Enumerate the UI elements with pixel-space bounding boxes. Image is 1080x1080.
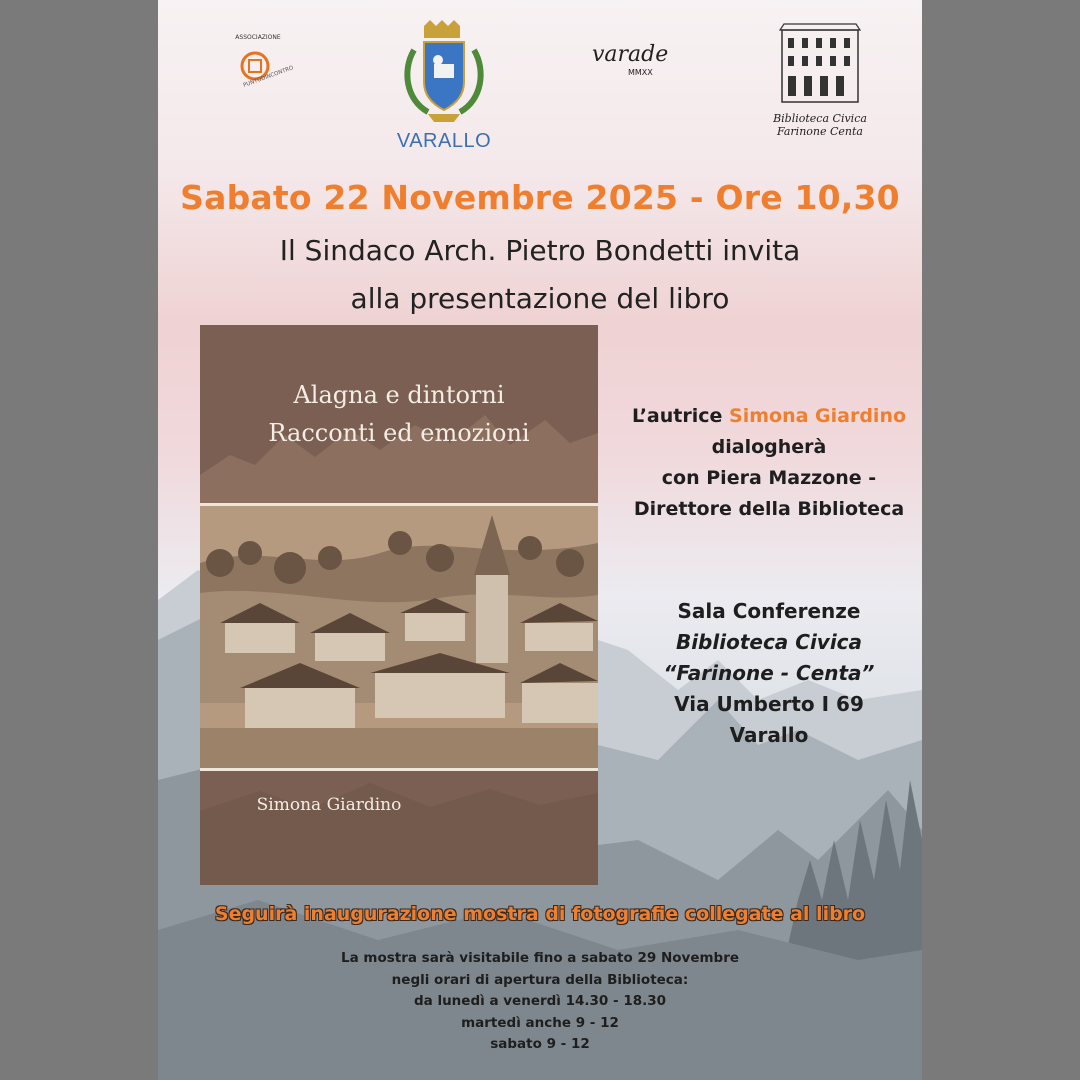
speakers-line-3: con Piera Mazzone - bbox=[661, 467, 877, 489]
event-date: Sabato 22 Novembre 2025 - Ore 10,30 bbox=[180, 178, 900, 217]
hours-line-4: martedì anche 9 - 12 bbox=[461, 1014, 619, 1031]
author-name: Simona Giardino bbox=[729, 405, 907, 427]
hours-line-2: negli orari di apertura della Biblioteca: bbox=[391, 971, 689, 988]
crest-icon bbox=[394, 20, 494, 130]
event-poster bbox=[158, 0, 922, 1080]
biblioteca-line2: Farinone Centa bbox=[776, 125, 863, 138]
book-cover bbox=[200, 325, 598, 885]
venue-line-1: Sala Conferenze bbox=[677, 599, 861, 623]
biblioteca-line1: Biblioteca Civica bbox=[773, 112, 867, 125]
varade-name: varade bbox=[592, 42, 669, 67]
book-title-line-2: Racconti ed emozioni bbox=[268, 419, 530, 447]
varallo-name: VARALLO bbox=[396, 130, 492, 152]
hours-line-3: da lunedì a venerdì 14.30 - 18.30 bbox=[413, 993, 667, 1009]
varade-sub: MMXX bbox=[628, 68, 653, 77]
hours-line-5: sabato 9 - 12 bbox=[490, 1036, 590, 1052]
book-title-line-1: Alagna e dintorni bbox=[293, 381, 505, 409]
village-photo bbox=[200, 503, 598, 771]
speakers-prefix: L’autrice bbox=[631, 405, 730, 427]
speakers-line-2: dialogherà bbox=[711, 436, 827, 458]
book-author: Simona Giardino bbox=[256, 795, 402, 815]
venue-line-3: “Farinone - Centa” bbox=[663, 661, 875, 685]
varade-logo bbox=[584, 42, 674, 92]
speakers-info bbox=[616, 401, 922, 525]
biblioteca-logo bbox=[770, 20, 870, 140]
hours-line-1: La mostra sarà visitabile fino a sabato 29 Novembre bbox=[340, 950, 740, 966]
varallo-crest-logo bbox=[394, 20, 494, 160]
associazione-label: ASSOCIAZIONE bbox=[235, 34, 281, 41]
cover-lower-mountains bbox=[200, 771, 598, 885]
invite-line-2: alla presentazione del libro bbox=[350, 282, 730, 315]
associazione-name: PUNTODINCONTRO bbox=[242, 65, 295, 89]
venue-info bbox=[616, 596, 922, 751]
exhibition-banner: Seguirà inaugurazione mostra di fotografie collegate al libro bbox=[214, 903, 866, 925]
venue-line-5: Varallo bbox=[729, 723, 809, 747]
library-building-icon bbox=[778, 20, 862, 106]
venue-line-2: Biblioteca Civica bbox=[675, 630, 863, 654]
exhibition-hours bbox=[158, 948, 922, 1056]
invite-line-1: Il Sindaco Arch. Pietro Bondetti invita bbox=[279, 234, 801, 267]
associazione-logo bbox=[228, 34, 298, 90]
cover-mountain-silhouette bbox=[200, 325, 598, 505]
speakers-line-4: Direttore della Biblioteca bbox=[633, 498, 905, 520]
venue-line-4: Via Umberto I 69 bbox=[674, 692, 864, 716]
